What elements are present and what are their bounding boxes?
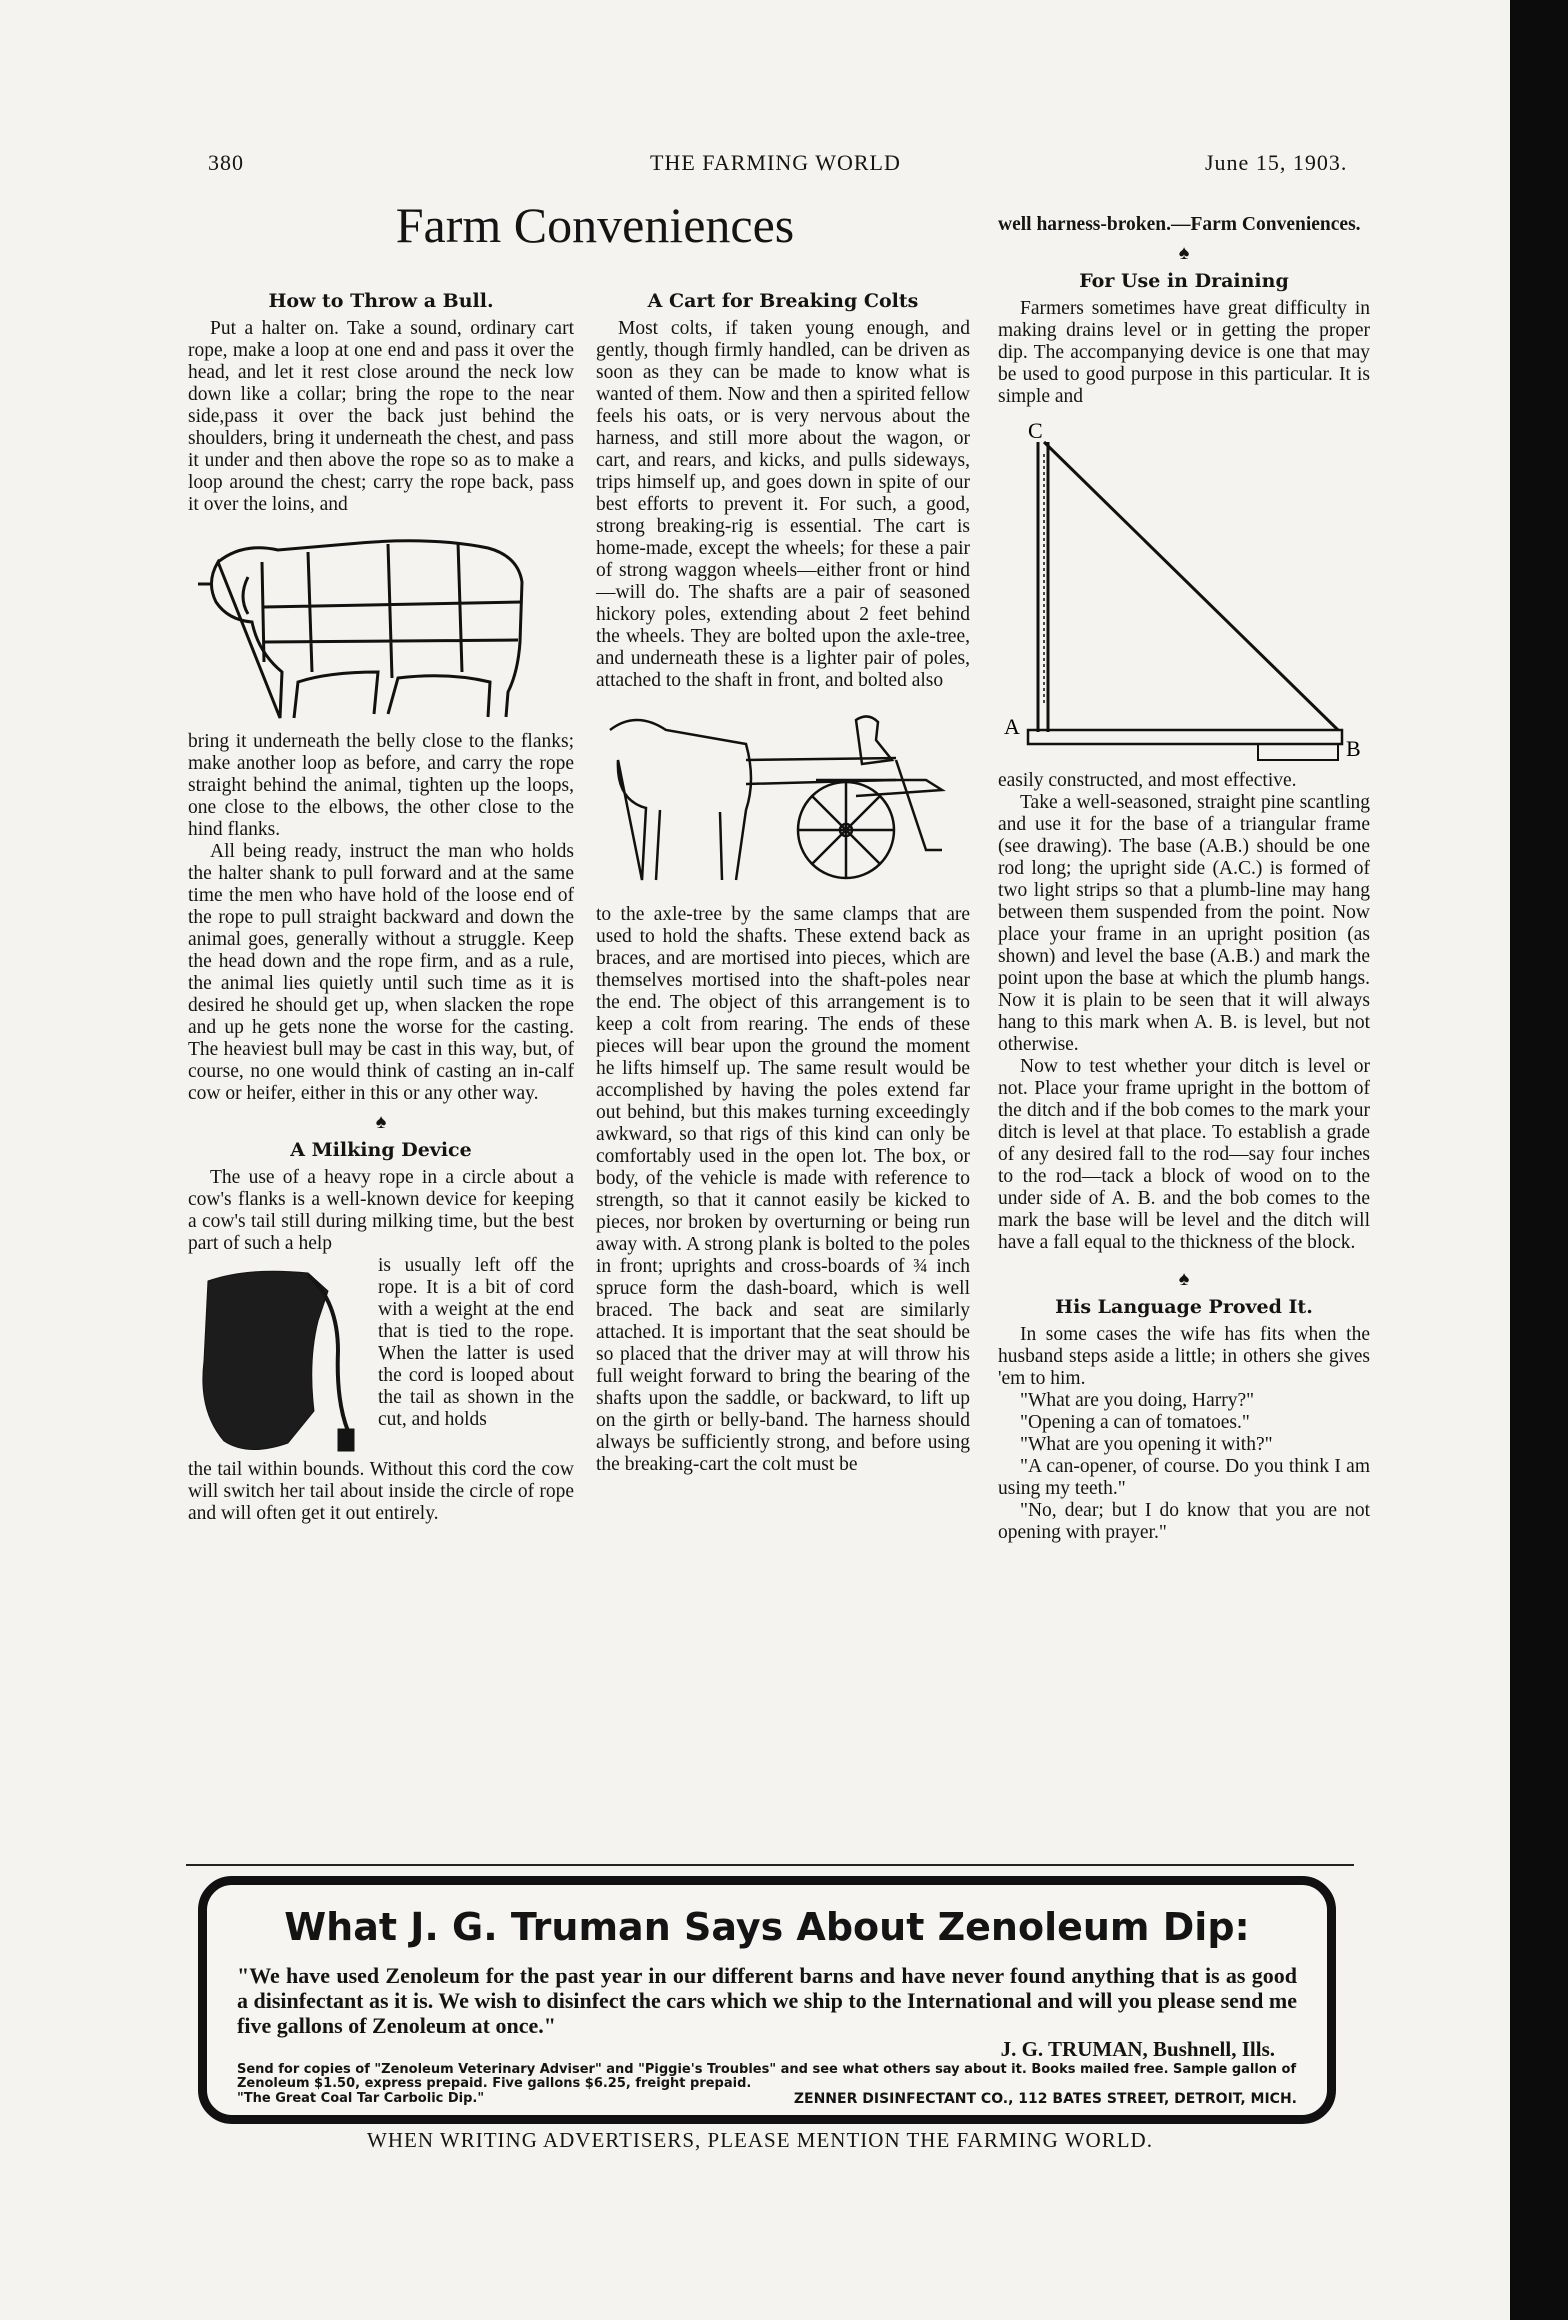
language-paragraph-2: "What are you doing, Harry?" [1020,1390,1255,1411]
advertisement-box [198,1876,1336,2124]
cart-paragraph-1: Most colts, if taken young enough, and gently, though firmly handled, can be driven as soon as they can be made to know what is wanted of them. Now and then a spirited fellow feels his oats, or is very nervous about the harness, and still more about the wagon, or cart, and rears, and kicks, and pulls sideways, trips himself up, and goes down in spite of our best efforts to prevent it. For such, a good, strong breaking-rig is essential. The cart is home-made, except the wheels; for these a pair of strong waggon wheels—either front or hind—will do. The shafts are a pair of seasoned hickory poles, extending about 2 feet behind the wheels. They are bolted upon the axle-tree, and underneath these is a lighter pair of poles, attached to the shaft in front, and bolted also [596,318,970,691]
draining-paragraph-2: easily constructed, and most effective. [998,770,1297,791]
ad-quote: "We have used Zenoleum for the past year in our different barns and have never found anything that is as good a disinfectant as it is. We wish to disinfect the cars which we ship to the International and will you please send me five gallons of Zenoleum at once." [237,1963,1297,2038]
label-b: B [1346,736,1361,761]
language-paragraph-5: "A can-opener, of course. Do you think I am using my teeth." [998,1456,1370,1499]
milking-paragraph-3: the tail within bounds. Without this cord the cow will switch her tail about inside the circle of rope and will often get it out entirely. [188,1459,574,1524]
milking-paragraph-1: The use of a heavy rope in a circle about a cow's flanks is a well-known device for keeping a cow's tail still during milking time, but the best part of such a help [188,1167,574,1254]
page-number: 380 [208,150,244,175]
scan-border [1510,0,1568,2320]
ad-small-print: Send for copies of "Zenoleum Veterinary Adviser" and "Piggie's Troubles" and see what others say about it. Books mailed free. Sample gallon of Zenoleum $1.50, express prepaid. Five gallons $6.25, freight prepaid. [237,2062,1297,2091]
section-rule [186,1864,1354,1866]
language-paragraph-3: "Opening a can of tomatoes." [1020,1412,1250,1433]
cart-illustration [596,700,970,898]
cart-heading: A Cart for Breaking Colts [647,290,919,312]
ad-company: ZENNER DISINFECTANT CO., 112 BATES STREET, DETROIT, MICH. [793,2091,1297,2107]
separator-ornament: ♠ [1178,242,1190,264]
ad-footer-line [237,2091,1297,2107]
page-title: Farm Conveniences [395,197,795,253]
draining-paragraph-1: Farmers sometimes have great difficulty in making drains level or in getting the proper dip. The accompanying device is one that may be used to good purpose in this particular. It is simple and [998,298,1370,407]
cart-paragraph-2: to the axle-tree by the same clamps that are used to hold the shafts. These extend back as braces, and are mortised into pieces, which are themselves mortised into the shaft-poles near the end. The object of this arrangement is to keep a colt from rearing. The ends of these pieces will bear upon the ground the moment he lifts himself up. The same result would be accomplished by having the poles extend far out behind, but this makes turning exceedingly awkward, so that rigs of this kind can only be comfortably used in the open lot. The box, or body, of the vehicle is made with reference to strength, so that it cannot easily be kicked to pieces, nor broken by overturning or being run away with. A strong plank is bolted to the poles in front; uprights and cross-boards of ¾ inch spruce form the dash-board, which is well braced. The back and seat are similarly attached. It is important that the seat should be so placed that the driver may at will throw his full weight forward to bring the bearing of the shafts upon the saddle, or backward, to lift up on the girth or belly-band. The harness should always be sufficiently strong, and before using the breaking-cart the colt must be [596,904,970,1475]
column-3 [998,214,1370,1544]
ad-tagline: "The Great Coal Tar Carbolic Dip." [237,2091,485,2106]
ad-headline: What J. G. Truman Says About Zenoleum Dip: [284,1905,1250,1949]
draining-paragraph-3: Take a well-seasoned, straight pine scantling and use it for the base of a triangular frame (see drawing). The base (A.B.) should be one rod long; the upright side (A.C.) is formed of two light strips so that a plumb-line may hang between them suspended from the point. Now place your frame in an upright position (as shown) and level the base (A.B.) and mark the point upon the base at which the plumb hangs. Now it is plain to be seen that it will always hang to this mark when A. B. is level, but not otherwise. [998,792,1370,1055]
language-paragraph-6: "No, dear; but I do know that you are not opening with prayer." [998,1500,1370,1543]
ad-signature: J. G. TRUMAN, Bushnell, Ills. [1000,2037,1275,2061]
milking-paragraph-2: is usually left off the rope. It is a bit of cord with a weight at the end that is tied to the rope. When the latter is used the cord is looped about the tail as shown in the cut, and holds [378,1255,574,1430]
label-a: A [1004,714,1020,739]
draining-frame-diagram [998,414,1370,766]
label-c: C [1028,418,1043,443]
draining-heading: For Use in Draining [1079,270,1289,292]
column-2 [596,284,970,1476]
language-paragraph-4: "What are you opening it with?" [1020,1434,1273,1455]
bull-paragraph-1: Put a halter on. Take a sound, ordinary cart rope, make a loop at one end and pass it over the head, and let it rest close around the neck low down like a collar; bring the rope to the near side,pass it over the back just behind the shoulders, bring it underneath the chest, and pass it under and then above the rope so as to make a loop around the chest; carry the rope back, pass it over the loins, and [188,318,574,515]
issue-date: June 15, 1903. [1205,150,1348,175]
bull-heading: How to Throw a Bull. [268,290,494,312]
page-footer: WHEN WRITING ADVERTISERS, PLEASE MENTION THE FARMING WORLD. [367,2128,1153,2152]
bull-paragraph-2: bring it underneath the belly close to the flanks; make another loop as before, and carry the rope straight behind the animal, tighten up the loops, one close to the elbows, the other close to the hind flanks. [188,731,574,840]
language-heading: His Language Proved It. [1055,1296,1313,1318]
language-paragraph-1: In some cases the wife has fits when the husband steps aside a little; in others she gives 'em to him. [998,1324,1370,1389]
separator-ornament: ♠ [1178,1268,1190,1290]
separator-ornament: ♠ [375,1111,387,1133]
cart-continuation: well harness-broken.—Farm Conveniences. [998,214,1361,235]
draining-paragraph-4: Now to test whether your ditch is level or not. Place your frame upright in the bottom of the ditch and if the bob comes to the mark your ditch is level at that place. To establish a grade of any desired fall to the rod—say four inches to the rod—tack a block of wood on to the under side of A. B. and the bob comes to the mark the base will be level and the ditch will have a fall equal to the thickness of the block. [998,1056,1370,1253]
bull-illustration [188,522,574,727]
milking-illustration [188,1261,370,1459]
milking-heading: A Milking Device [290,1139,472,1161]
column-1 [188,284,574,1525]
bull-paragraph-3: All being ready, instruct the man who holds the halter shank to pull forward and at the same time the men who have hold of the loose end of the rope to pull straight backward and down the animal goes, generally without a struggle. Keep the head down and the rope firm, and as a rule, the animal lies quietly until such time as it is desired he should get up, when slacken the rope and up he gets none the worse for the casting. The heaviest bull may be cast in this way, but, of course, no one would think of casting an in-calf cow or heifer, either in this or any other way. [188,841,574,1104]
publication-name: THE FARMING WORLD [650,150,901,175]
